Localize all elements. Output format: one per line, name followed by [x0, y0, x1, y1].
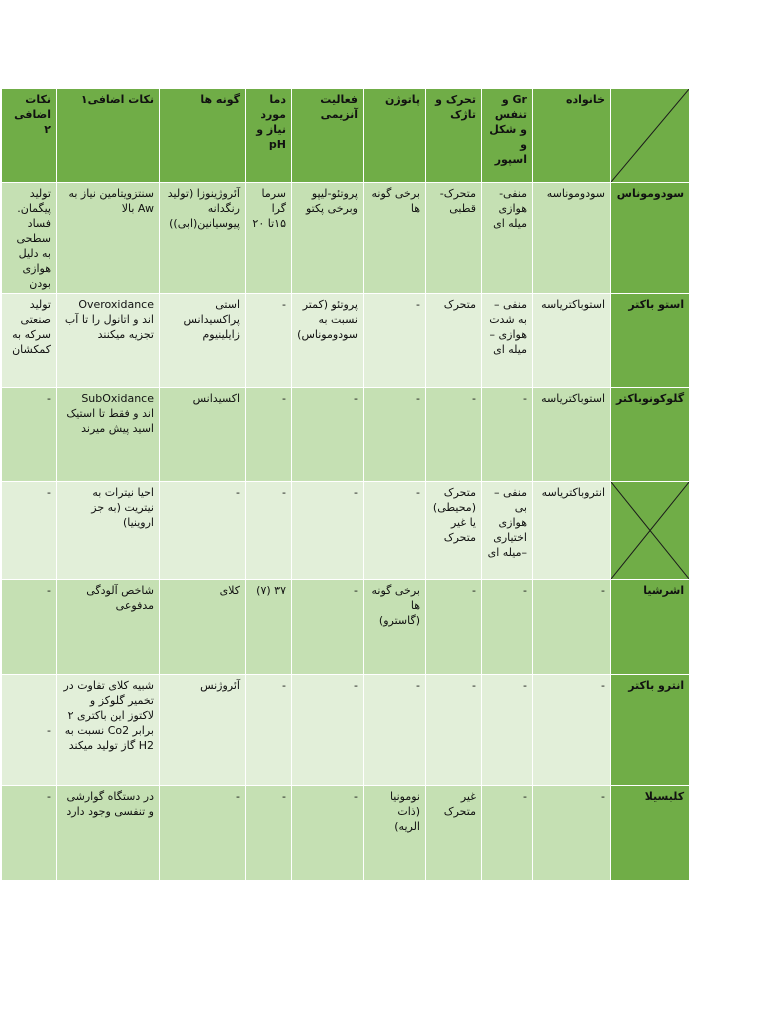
cell-motility: متحرک — [426, 294, 482, 388]
cell-gram: - — [482, 388, 533, 482]
header-family: خانواده — [533, 89, 611, 183]
cell-species: آئروژینوزا (تولید رنگدانه پیوسیانین(ابی)) — [160, 183, 246, 294]
table-row — [2, 482, 690, 580]
header-pathogen: پاتوژن — [364, 89, 426, 183]
cell-enzyme: پروتئو (کمتر نسبت به سودوموناس) — [292, 294, 364, 388]
header-notes2: نکات اضافی ۲ — [2, 89, 57, 183]
cell-pathogen: - — [364, 388, 426, 482]
cell-gram: منفی- هوازی میله ای — [482, 183, 533, 294]
row-name: گلوکونوباکتر — [611, 388, 690, 482]
cell-motility: - — [426, 580, 482, 675]
cell-motility: - — [426, 675, 482, 786]
row-name: سودوموناس — [611, 183, 690, 294]
cell-species: - — [160, 786, 246, 881]
header-enzyme: فعالیت آنزیمی — [292, 89, 364, 183]
cell-family: استوباکتریاسه — [533, 294, 611, 388]
cell-enzyme: - — [292, 388, 364, 482]
header-species: گونه ها — [160, 89, 246, 183]
cell-enzyme: - — [292, 786, 364, 881]
cell-notes2: - — [2, 675, 57, 786]
cell-temp: - — [246, 388, 292, 482]
notes1-text: اند و فقط تا استیک اسید پیش میرند — [66, 407, 154, 435]
cell-notes1: شاخص آلودگی مدفوعی — [57, 580, 160, 675]
cell-pathogen: - — [364, 675, 426, 786]
cell-family: - — [533, 786, 611, 881]
cell-motility: متحرک- قطبی — [426, 183, 482, 294]
cell-temp: ۳۷ (۷) — [246, 580, 292, 675]
table-row — [2, 294, 690, 388]
cell-notes2: - — [2, 482, 57, 580]
table-row — [2, 183, 690, 294]
cell-motility: - — [426, 388, 482, 482]
cell-family: - — [533, 675, 611, 786]
cell-family: استوباکتریاسه — [533, 388, 611, 482]
table-row — [2, 580, 690, 675]
notes1-text: اند و اتانول را تا آب تجزیه میکنند — [64, 313, 154, 341]
cell-notes1: در دستگاه گوارشی و تنفسی وجود دارد — [57, 786, 160, 881]
cell-notes1: سنتزویتامین نیاز به Aw بالا — [57, 183, 160, 294]
row-name: اشرشیا — [611, 580, 690, 675]
row-name: کلبسیلا — [611, 786, 690, 881]
cell-family: سودوموناسه — [533, 183, 611, 294]
diagonal-line-icon — [611, 89, 689, 182]
cell-notes2: تولید صنعتی سرکه به کمکشان — [2, 294, 57, 388]
cell-notes2: تولید پیگمان. فساد سطحی به دلیل هوازی بودن — [2, 183, 57, 294]
cell-temp: - — [246, 786, 292, 881]
header-temp: دما مورد نیاز و pH — [246, 89, 292, 183]
cell-species: آئروژنس — [160, 675, 246, 786]
cell-pathogen: نومونیا (ذات الریه) — [364, 786, 426, 881]
notes1-code: SubOxidance — [81, 392, 154, 405]
cell-motility: متحرک (محیطی) یا غیر متحرک — [426, 482, 482, 580]
cell-notes2: - — [2, 786, 57, 881]
cell-notes1 — [57, 388, 160, 482]
cell-gram: - — [482, 580, 533, 675]
cell-species: کلای — [160, 580, 246, 675]
cell-notes1 — [57, 294, 160, 388]
header-notes1: نکات اضافی۱ — [57, 89, 160, 183]
cell-motility: غیر متحرک — [426, 786, 482, 881]
cell-species: - — [160, 482, 246, 580]
row-name: انترو باکتر — [611, 675, 690, 786]
cell-species: استی پراکسیدانس زایلینیوم — [160, 294, 246, 388]
bacteria-table — [1, 88, 690, 881]
cell-notes2: - — [2, 580, 57, 675]
cell-family: - — [533, 580, 611, 675]
cell-gram: منفی – بی هوازی اختیاری –میله ای — [482, 482, 533, 580]
cell-pathogen: برخی گونه ها (گاسترو) — [364, 580, 426, 675]
header-motility: تحرک و تاژک — [426, 89, 482, 183]
cell-enzyme: پروتئو-لیپو وبرخی پکتو — [292, 183, 364, 294]
header-row — [2, 89, 690, 183]
cell-family: انتروباکتریاسه — [533, 482, 611, 580]
header-gram: Gr و تنفس و شکل و اسپور — [482, 89, 533, 183]
cell-species: اکسیدانس — [160, 388, 246, 482]
cell-temp: - — [246, 675, 292, 786]
cross-icon — [611, 482, 689, 579]
cell-pathogen: برخی گونه ها — [364, 183, 426, 294]
table-row — [2, 786, 690, 881]
cell-enzyme: - — [292, 675, 364, 786]
cell-notes2: - — [2, 388, 57, 482]
cell-notes1: احیا نیترات به نیتریت (به جز اروینیا) — [57, 482, 160, 580]
cell-gram: - — [482, 786, 533, 881]
corner-header — [611, 89, 690, 183]
cell-gram: - — [482, 675, 533, 786]
notes1-code: Overoxidance — [78, 298, 154, 311]
cell-temp: - — [246, 482, 292, 580]
cell-pathogen: - — [364, 294, 426, 388]
cell-temp: سرما گرا ۱۵تا ۲۰ — [246, 183, 292, 294]
table-row — [2, 675, 690, 786]
cell-pathogen: - — [364, 482, 426, 580]
table-row — [2, 388, 690, 482]
cell-notes1: شبیه کلای تفاوت در تخمیر گلوکز و لاکتوز این باکتری ۲ برابر Co2 نسبت به H2 گاز تولید میکند — [57, 675, 160, 786]
cell-gram: منفی – به شدت هوازی – میله ای — [482, 294, 533, 388]
cell-temp: - — [246, 294, 292, 388]
row-name-crossed — [611, 482, 690, 580]
cell-enzyme: - — [292, 482, 364, 580]
row-name: استو باکتر — [611, 294, 690, 388]
cell-enzyme: - — [292, 580, 364, 675]
